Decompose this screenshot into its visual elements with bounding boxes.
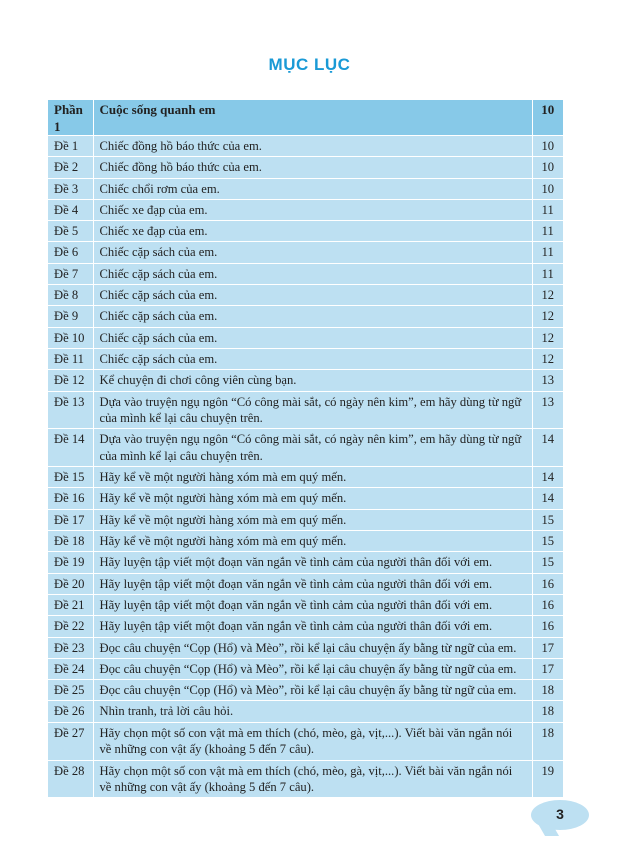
exercise-page: 17 xyxy=(532,658,563,679)
exercise-page: 18 xyxy=(532,722,563,760)
toc-row[interactable] xyxy=(48,221,563,242)
exercise-title: Kể chuyện đi chơi công viên cùng bạn. xyxy=(93,370,532,391)
exercise-label: Đề 10 xyxy=(48,327,93,348)
toc-row[interactable] xyxy=(48,722,563,760)
exercise-label: Đề 15 xyxy=(48,467,93,488)
exercise-label: Đề 7 xyxy=(48,263,93,284)
toc-row[interactable] xyxy=(48,573,563,594)
section-page: 10 xyxy=(532,100,563,136)
exercise-label: Đề 24 xyxy=(48,658,93,679)
toc-row[interactable] xyxy=(48,391,563,429)
exercise-title: Hãy luyện tập viết một đoạn văn ngắn về tình cảm của người thân đối với em. xyxy=(93,552,532,573)
toc-row[interactable] xyxy=(48,157,563,178)
toc-row[interactable] xyxy=(48,467,563,488)
exercise-page: 12 xyxy=(532,327,563,348)
toc-row[interactable] xyxy=(48,285,563,306)
exercise-page: 10 xyxy=(532,136,563,157)
exercise-label: Đề 6 xyxy=(48,242,93,263)
toc-row[interactable] xyxy=(48,616,563,637)
exercise-title: Dựa vào truyện ngụ ngôn “Có công mài sắt, có ngày nên kim”, em hãy dùng từ ngữ của mình kể lại câu chuyện trên. xyxy=(93,429,532,467)
table-of-contents xyxy=(48,99,563,798)
toc-row[interactable] xyxy=(48,242,563,263)
toc-row[interactable] xyxy=(48,701,563,722)
exercise-label: Đề 28 xyxy=(48,760,93,798)
toc-row[interactable] xyxy=(48,429,563,467)
toc-row[interactable] xyxy=(48,348,563,369)
exercise-page: 14 xyxy=(532,429,563,467)
exercise-title: Đọc câu chuyện “Cọp (Hổ) và Mèo”, rồi kể lại câu chuyện ấy bằng từ ngữ của em. xyxy=(93,658,532,679)
exercise-label: Đề 19 xyxy=(48,552,93,573)
exercise-page: 16 xyxy=(532,616,563,637)
exercise-title: Hãy chọn một số con vật mà em thích (chó, mèo, gà, vịt,...). Viết bài văn ngắn nói về những con vật ấy (khoảng 5 đến 7 câu). xyxy=(93,760,532,798)
exercise-label: Đề 14 xyxy=(48,429,93,467)
exercise-page: 11 xyxy=(532,242,563,263)
exercise-label: Đề 4 xyxy=(48,199,93,220)
exercise-page: 14 xyxy=(532,488,563,509)
exercise-page: 12 xyxy=(532,348,563,369)
exercise-title: Hãy luyện tập viết một đoạn văn ngắn về tình cảm của người thân đối với em. xyxy=(93,573,532,594)
toc-row[interactable] xyxy=(48,637,563,658)
exercise-page: 13 xyxy=(532,370,563,391)
toc-row[interactable] xyxy=(48,680,563,701)
exercise-page: 19 xyxy=(532,760,563,798)
exercise-label: Đề 11 xyxy=(48,348,93,369)
exercise-label: Đề 26 xyxy=(48,701,93,722)
exercise-page: 18 xyxy=(532,701,563,722)
page-number: 3 xyxy=(556,806,564,822)
exercise-page: 15 xyxy=(532,552,563,573)
exercise-title: Chiếc chổi rơm của em. xyxy=(93,178,532,199)
exercise-label: Đề 25 xyxy=(48,680,93,701)
exercise-title: Hãy luyện tập viết một đoạn văn ngắn về tình cảm của người thân đối với em. xyxy=(93,594,532,615)
exercise-title: Chiếc đồng hồ báo thức của em. xyxy=(93,157,532,178)
exercise-title: Hãy kể về một người hàng xóm mà em quý mến. xyxy=(93,488,532,509)
exercise-page: 16 xyxy=(532,594,563,615)
exercise-label: Đề 2 xyxy=(48,157,93,178)
exercise-page: 12 xyxy=(532,306,563,327)
exercise-title: Chiếc cặp sách của em. xyxy=(93,348,532,369)
exercise-page: 17 xyxy=(532,637,563,658)
toc-row[interactable] xyxy=(48,594,563,615)
exercise-page: 10 xyxy=(532,157,563,178)
page-number-badge xyxy=(531,800,589,830)
exercise-title: Dựa vào truyện ngụ ngôn “Có công mài sắt, có ngày nên kim”, em hãy dùng từ ngữ của mình kể lại câu chuyện trên. xyxy=(93,391,532,429)
exercise-page: 15 xyxy=(532,531,563,552)
exercise-page: 16 xyxy=(532,573,563,594)
exercise-label: Đề 23 xyxy=(48,637,93,658)
exercise-title: Đọc câu chuyện “Cọp (Hổ) và Mèo”, rồi kể lại câu chuyện ấy bằng từ ngữ của em. xyxy=(93,637,532,658)
exercise-title: Nhìn tranh, trả lời câu hỏi. xyxy=(93,701,532,722)
exercise-page: 13 xyxy=(532,391,563,429)
exercise-label: Đề 18 xyxy=(48,531,93,552)
exercise-title: Hãy kể về một người hàng xóm mà em quý mến. xyxy=(93,509,532,530)
exercise-label: Đề 5 xyxy=(48,221,93,242)
exercise-title: Chiếc cặp sách của em. xyxy=(93,306,532,327)
exercise-label: Đề 13 xyxy=(48,391,93,429)
toc-row[interactable] xyxy=(48,306,563,327)
toc-row[interactable] xyxy=(48,531,563,552)
toc-row[interactable] xyxy=(48,509,563,530)
exercise-page: 11 xyxy=(532,263,563,284)
exercise-title: Chiếc cặp sách của em. xyxy=(93,327,532,348)
exercise-page: 11 xyxy=(532,199,563,220)
toc-row[interactable] xyxy=(48,658,563,679)
toc-row[interactable] xyxy=(48,760,563,798)
toc-row[interactable] xyxy=(48,178,563,199)
exercise-label: Đề 12 xyxy=(48,370,93,391)
exercise-page: 12 xyxy=(532,285,563,306)
exercise-label: Đề 21 xyxy=(48,594,93,615)
exercise-title: Hãy chọn một số con vật mà em thích (chó, mèo, gà, vịt,...). Viết bài văn ngắn nói về những con vật ấy (khoảng 5 đến 7 câu). xyxy=(93,722,532,760)
exercise-title: Chiếc cặp sách của em. xyxy=(93,263,532,284)
section-header-row[interactable] xyxy=(48,100,563,136)
exercise-title: Chiếc đồng hồ báo thức của em. xyxy=(93,136,532,157)
exercise-title: Hãy kể về một người hàng xóm mà em quý mến. xyxy=(93,531,532,552)
exercise-label: Đề 16 xyxy=(48,488,93,509)
exercise-title: Hãy luyện tập viết một đoạn văn ngắn về tình cảm của người thân đối với em. xyxy=(93,616,532,637)
toc-row[interactable] xyxy=(48,263,563,284)
exercise-title: Hãy kể về một người hàng xóm mà em quý mến. xyxy=(93,467,532,488)
exercise-title: Chiếc xe đạp của em. xyxy=(93,221,532,242)
exercise-label: Đề 22 xyxy=(48,616,93,637)
exercise-title: Chiếc cặp sách của em. xyxy=(93,242,532,263)
exercise-label: Đề 1 xyxy=(48,136,93,157)
exercise-page: 10 xyxy=(532,178,563,199)
toc-row[interactable] xyxy=(48,552,563,573)
exercise-label: Đề 20 xyxy=(48,573,93,594)
section-title: Cuộc sống quanh em xyxy=(93,100,532,136)
exercise-title: Chiếc cặp sách của em. xyxy=(93,285,532,306)
section-label: Phần 1 xyxy=(48,100,93,136)
exercise-label: Đề 17 xyxy=(48,509,93,530)
toc-row[interactable] xyxy=(48,488,563,509)
exercise-label: Đề 27 xyxy=(48,722,93,760)
exercise-page: 14 xyxy=(532,467,563,488)
exercise-label: Đề 9 xyxy=(48,306,93,327)
exercise-page: 15 xyxy=(532,509,563,530)
exercise-page: 11 xyxy=(532,221,563,242)
exercise-label: Đề 8 xyxy=(48,285,93,306)
page-title: MỤC LỤC xyxy=(268,55,351,74)
exercise-title: Chiếc xe đạp của em. xyxy=(93,199,532,220)
toc-row[interactable] xyxy=(48,199,563,220)
toc-row[interactable] xyxy=(48,327,563,348)
exercise-label: Đề 3 xyxy=(48,178,93,199)
toc-row[interactable] xyxy=(48,136,563,157)
exercise-page: 18 xyxy=(532,680,563,701)
exercise-title: Đọc câu chuyện “Cọp (Hổ) và Mèo”, rồi kể lại câu chuyện ấy bằng từ ngữ của em. xyxy=(93,680,532,701)
toc-row[interactable] xyxy=(48,370,563,391)
